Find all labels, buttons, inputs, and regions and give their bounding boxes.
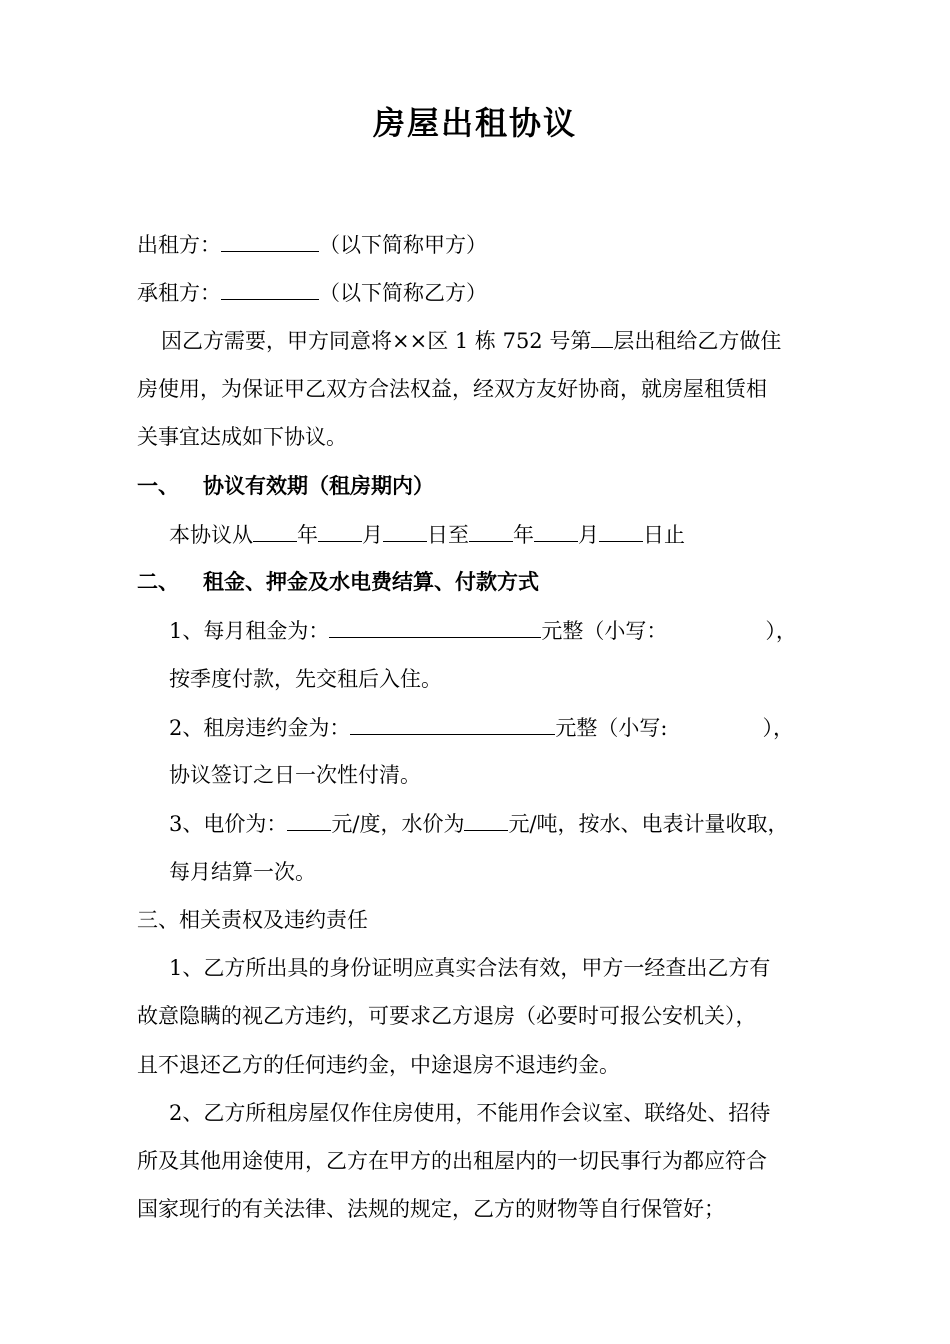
clause-1-line-2: 故意隐瞒的视乙方违约，可要求乙方退房（必要时可报公安机关）， xyxy=(137,1004,757,1028)
lessor-suffix: （以下简称甲方） xyxy=(319,233,487,257)
section-1-title: 协议有效期（租房期内） xyxy=(203,474,434,498)
document-title: 房屋出租协议 xyxy=(372,104,577,142)
start-day-blank[interactable] xyxy=(383,519,427,542)
penalty-label: 2、租房违约金为： xyxy=(169,716,351,740)
start-month-blank[interactable] xyxy=(318,519,362,542)
electric-label: 3、电价为： xyxy=(169,812,288,836)
rent-line xyxy=(169,615,797,646)
period-text-from: 本协议从 xyxy=(169,523,253,547)
lessor-line xyxy=(137,229,487,260)
intro-text-b: 层出租给乙方做住 xyxy=(613,329,782,353)
water-price-blank[interactable] xyxy=(464,808,508,831)
end-month-blank[interactable] xyxy=(534,519,578,542)
floor-blank[interactable] xyxy=(591,325,613,348)
rent-label: 1、每月租金为： xyxy=(169,619,330,643)
rent-line-2: 按季度付款，先交租后入住。 xyxy=(169,667,442,691)
period-text-year: 年 xyxy=(297,523,318,547)
period-text-year-2: 年 xyxy=(513,523,534,547)
lessor-blank[interactable] xyxy=(221,229,319,252)
section-2-heading xyxy=(137,567,539,597)
intro-text-a: 因乙方需要，甲方同意将××区 1 栋 752 号第 xyxy=(161,329,592,353)
utility-rest-text: 元/吨，按水、电表计量收取， xyxy=(508,812,789,836)
penalty-yuan-text: 元整（小写: xyxy=(555,716,668,740)
clause-2-line-1: 2、乙方所租房屋仅作住房使用，不能用作会议室、联络处、招待 xyxy=(169,1101,771,1125)
utility-line xyxy=(169,808,789,839)
section-2-title: 租金、押金及水电费结算、付款方式 xyxy=(203,570,539,594)
rent-close-text: ）， xyxy=(765,619,797,643)
end-year-blank[interactable] xyxy=(469,519,513,542)
end-day-blank[interactable] xyxy=(599,519,643,542)
intro-line-3: 关事宜达成如下协议。 xyxy=(137,425,347,449)
period-text-month: 月 xyxy=(362,523,383,547)
rent-amount-blank[interactable] xyxy=(329,615,541,638)
lessee-blank[interactable] xyxy=(221,277,319,300)
section-1-number: 一、 xyxy=(137,474,179,498)
rent-yuan-text: 元整（小写： xyxy=(541,619,668,643)
intro-line-1 xyxy=(161,325,781,356)
period-text-end: 日止 xyxy=(643,523,685,547)
lessee-line xyxy=(137,277,487,308)
period-text-to: 日至 xyxy=(427,523,469,547)
utility-line-2: 每月结算一次。 xyxy=(169,860,316,884)
lessee-label: 承租方： xyxy=(137,281,221,305)
section-1-heading xyxy=(137,471,434,501)
electric-price-blank[interactable] xyxy=(287,808,331,831)
clause-2-line-2: 所及其他用途使用，乙方在甲方的出租屋内的一切民事行为都应符合 xyxy=(137,1149,767,1173)
section-3-title: 三、相关责权及违约责任 xyxy=(137,908,368,932)
clause-2-line-3: 国家现行的有关法律、法规的规定，乙方的财物等自行保管好； xyxy=(137,1197,725,1221)
section-2-number: 二、 xyxy=(137,570,179,594)
period-text-month-2: 月 xyxy=(578,523,599,547)
penalty-amount-blank[interactable] xyxy=(350,712,555,735)
clause-1-line-1: 1、乙方所出具的身份证明应真实合法有效，甲方一经查出乙方有 xyxy=(169,956,771,980)
start-year-blank[interactable] xyxy=(253,519,297,542)
lessee-suffix: （以下简称乙方） xyxy=(319,281,487,305)
water-label: 元/度，水价为 xyxy=(331,812,465,836)
penalty-line-2: 协议签订之日一次性付清。 xyxy=(169,763,421,787)
clause-1-line-3: 且不退还乙方的任何违约金，中途退房不退违约金。 xyxy=(137,1053,620,1077)
penalty-line xyxy=(169,712,794,743)
intro-line-2: 房使用，为保证甲乙双方合法权益，经双方友好协商，就房屋租赁相 xyxy=(137,377,767,401)
period-line xyxy=(169,519,685,550)
penalty-close-text: ）， xyxy=(762,716,794,740)
lessor-label: 出租方： xyxy=(137,233,221,257)
